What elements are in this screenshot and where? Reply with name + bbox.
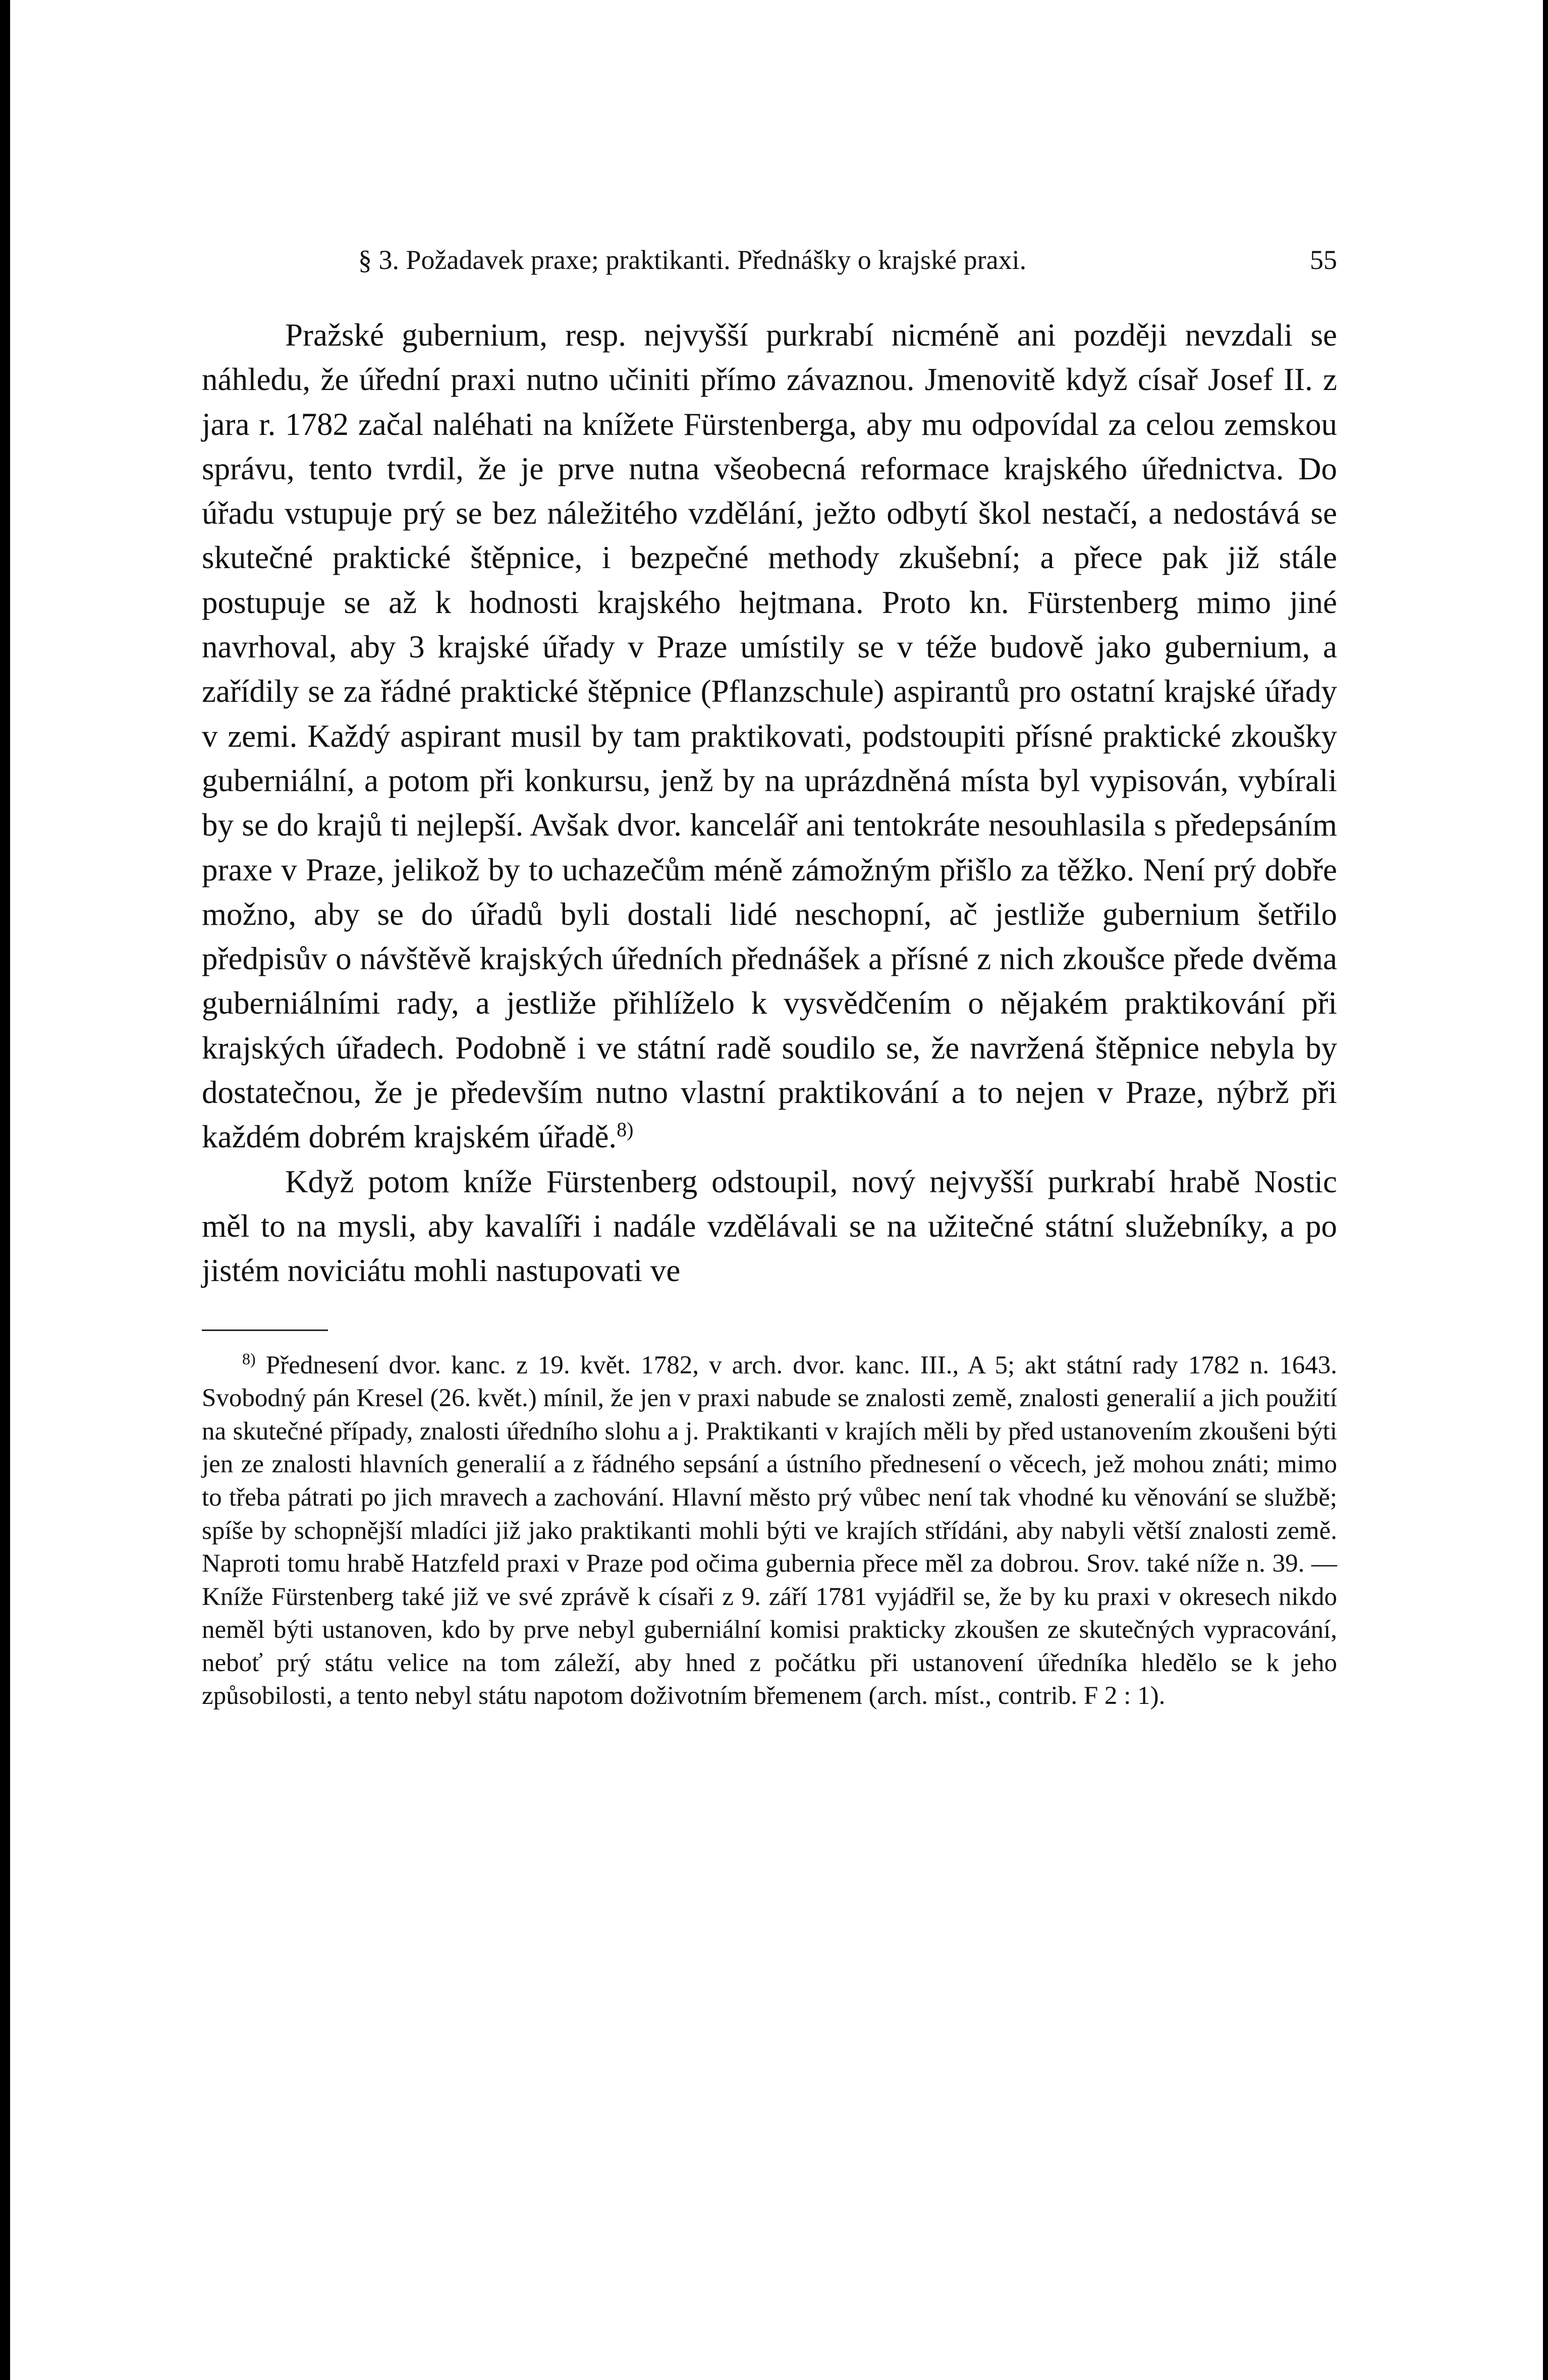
- paragraph: [202, 1159, 1337, 1293]
- paragraph-text: Když potom kníže Fürstenberg odstoupil, nový nejvyšší purkrabí hrabě Nostic měl to na mysli, aby kavalíři i nadále vzdělávali se na užitečné státní služebníky, a po jistém noviciátu mohli nastupovati ve: [202, 1164, 1337, 1289]
- footnote-paragraph: [202, 1349, 1337, 1713]
- scan-right-edge: [1543, 0, 1548, 2380]
- scan-left-edge: [0, 0, 10, 2380]
- footnote-marker: 8): [242, 1349, 256, 1368]
- body-text: [202, 313, 1337, 1293]
- footnote-text: Přednesení dvor. kanc. z 19. květ. 1782, v arch. dvor. kanc. III., A 5; akt státní rady 1782 n. 1643. Svobodný pán Kresel (26. květ.) mínil, že jen v praxi nabude se znalosti země, znalosti generalií a jich použití na skutečné případy, znalosti úředního slohu a j. Praktikanti v krajích měli by před ustanovením zkoušeni býti jen ze znalosti hlavních generalií a z řádného sepsání a ústního přednesení o věcech, jež mohou znáti; mimo to třeba pátrati po jich mravech a zachování. Hlavní město prý vůbec není tak vhodné ku věnování se službě; spíše by schopnější mladíci již jako praktikanti mohli býti ve krajích střídáni, aby nabyli větší znalosti země. Naproti tomu hrabě Hatzfeld praxi v Praze pod očima gubernia přece měl za dobrou. Srov. také níže n. 39. — Kníže Fürstenberg také již ve své zprávě k císaři z 9. září 1781 vyjádřil se, že by ku praxi v okresech nikdo neměl býti ustanoven, kdo by prve nebyl guberniální komisi prakticky zkoušen ze skutečných vypracování, neboť prý státu velice na tom záleží, aby hned z počátku při ustanovení úředníka hledělo se k jeho způsobilosti, a tento nebyl státu napotom doživotním břemenem (arch. míst., contrib. F 2 : 1).: [202, 1351, 1337, 1710]
- book-page: [202, 242, 1337, 1713]
- running-header: [202, 242, 1337, 278]
- paragraph: [202, 313, 1337, 1159]
- page-number: 55: [1310, 245, 1337, 275]
- footnote: [202, 1349, 1337, 1713]
- footnote-divider: [202, 1330, 328, 1331]
- paragraph-text: Pražské gubernium, resp. nejvyšší purkrabí nicméně ani později nevzdali se náhledu, že úřední praxi nutno učiniti přímo závaznou. Jmenovitě když císař Josef II. z jara r. 1782 začal naléhati na knížete Fürstenberga, aby mu odpovídal za celou zemskou správu, tento tvrdil, že je prve nutna všeobecná reformace krajského úřednictva. Do úřadu vstupuje prý se bez náležitého vzdělání, ježto odbytí škol nestačí, a nedostává se skutečné praktické štěpnice, i bezpečné methody zkušební; a přece pak již stále postupuje se až k hodnosti krajského hejtmana. Proto kn. Fürstenberg mimo jiné navrhoval, aby 3 krajské úřady v Praze umístily se v téže budově jako gubernium, a zařídily se za řádné praktické štěpnice (Pflanzschule) aspirantů pro ostatní krajské úřady v zemi. Každý aspirant musil by tam praktikovati, podstoupiti přísné praktické zkoušky guberniální, a potom při konkursu, jenž by na uprázdněná místa byl vypisován, vybírali by se do krajů ti nejlepší. Avšak dvor. kancelář ani tentokráte nesouhlasila s předepsáním praxe v Praze, jelikož by to uchazečům méně zámožným přišlo za těžko. Není prý dobře možno, aby se do úřadů byli dostali lidé neschopní, ač jestliže gubernium šetřilo předpisův o návštěvě krajských úředních přednášek a přísné z nich zkoušce přede dvěma guberniálními rady, a jestliže přihlíželo k vysvědčením o nějakém praktikování při krajských úřadech. Podobně i ve státní radě soudilo se, že navržená štěpnice nebyla by dostatečnou, že je především nutno vlastní praktikování a to nejen v Praze, nýbrž při každém dobrém krajském úřadě.: [202, 317, 1337, 1155]
- footnote-reference: 8): [617, 1118, 634, 1141]
- header-title: § 3. Požadavek praxe; praktikanti. Přednášky o krajské praxi.: [358, 245, 1027, 275]
